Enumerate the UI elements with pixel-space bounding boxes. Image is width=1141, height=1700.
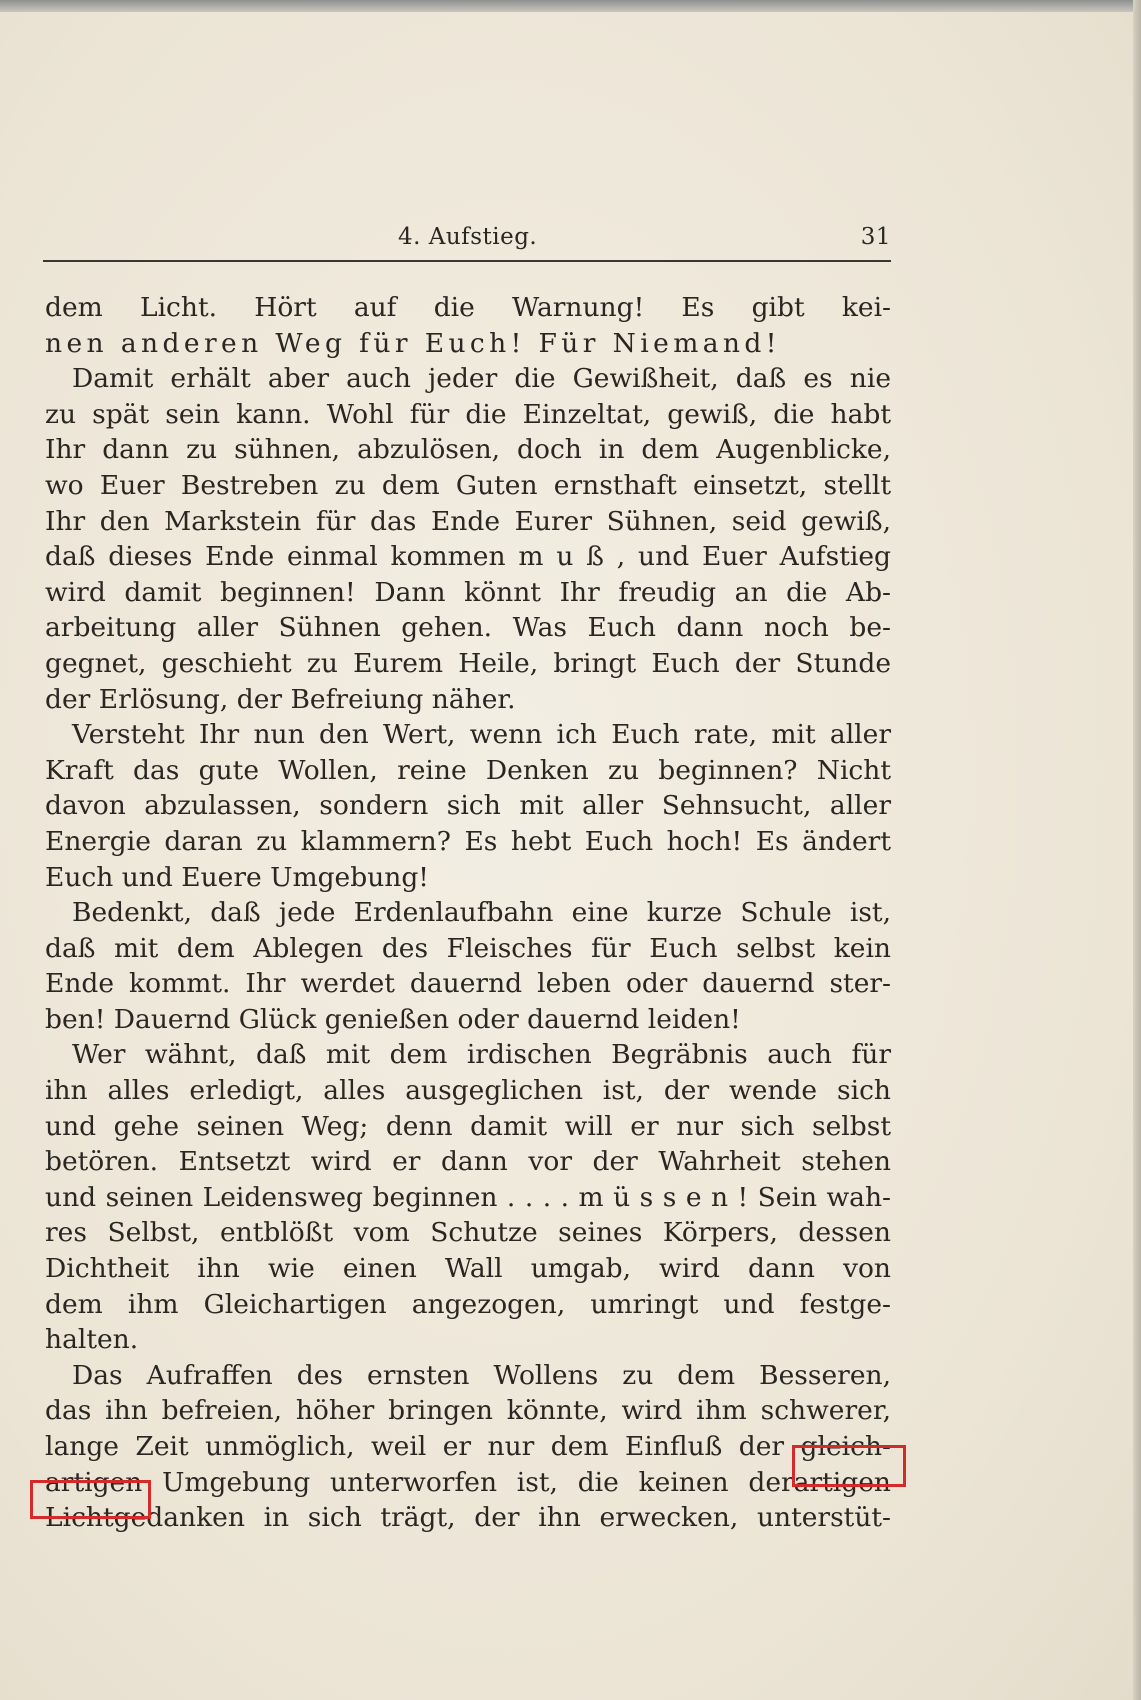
text-line: wird damit beginnen! Dann könnt Ihr freudig an die Ab- xyxy=(45,576,891,608)
scan-top-edge xyxy=(0,0,1141,12)
paragraph-3 xyxy=(45,717,891,895)
text-line: gegnet, geschieht zu Eurem Heile, bringt Euch der Stunde xyxy=(45,647,891,679)
text-line: Bedenkt, daß jede Erdenlaufbahn eine kurze Schule ist, xyxy=(72,897,891,929)
text-line: daß mit dem Ablegen des Fleisches für Euch selbst kein xyxy=(45,932,891,964)
text-line: wo Euer Bestreben zu dem Guten ernsthaft einsetzt, stellt xyxy=(45,469,891,501)
text-line: dem Licht. Hört auf die Warnung! Es gibt kei- xyxy=(45,292,891,323)
text-line: Wer wähnt, daß mit dem irdischen Begräbnis auch für xyxy=(72,1039,891,1071)
text-line: und seinen Leidensweg beginnen . . . . m ü s s e n ! Sein wah- xyxy=(45,1181,891,1213)
text-line: nen anderen Weg für Euch! Für Niemand! xyxy=(45,327,781,359)
text-line: Ihr den Markstein für das Ende Eurer Sühnen, seid gewiß, xyxy=(45,505,891,537)
text-line: halten. xyxy=(45,1324,139,1356)
scan-right-edge xyxy=(1133,0,1141,1700)
text-line: das ihn befreien, höher bringen könnte, wird ihm schwerer, xyxy=(45,1395,891,1427)
text-line: artigen Umgebung unterworfen ist, die keinen derartigen xyxy=(45,1466,891,1498)
text-line: betören. Entsetzt wird er dann vor der Wahrheit stehen xyxy=(45,1146,891,1178)
text-line: ben! Dauernd Glück genießen oder dauernd leiden! xyxy=(45,1003,741,1035)
page-number: 31 xyxy=(860,224,891,250)
paragraph-6 xyxy=(45,1358,891,1536)
chapter-title: 4. Aufstieg. xyxy=(398,224,538,250)
text-line: Kraft das gute Wollen, reine Denken zu beginnen? Nicht xyxy=(45,754,891,786)
text-line: der Erlösung, der Befreiung näher. xyxy=(45,683,516,715)
paragraph-1 xyxy=(45,290,891,361)
text-line: Euch und Euere Umgebung! xyxy=(45,861,429,893)
text-line: und gehe seinen Weg; denn damit will er nur sich selbst xyxy=(45,1110,891,1142)
text-line: davon abzulassen, sondern sich mit aller Sehnsucht, aller xyxy=(45,790,891,822)
body-text xyxy=(45,290,891,1536)
text-line: dem ihm Gleichartigen angezogen, umringt und festge- xyxy=(45,1288,891,1320)
text-line: Lichtgedanken in sich trägt, der ihn erwecken, unterstüt- xyxy=(45,1502,891,1534)
paragraph-5 xyxy=(45,1037,891,1357)
running-header xyxy=(43,224,891,258)
text-line: lange Zeit unmöglich, weil er nur dem Einfluß der gleich- xyxy=(45,1431,891,1462)
highlight-box-gleich xyxy=(792,1445,906,1487)
text-line: Dichtheit ihn wie einen Wall umgab, wird dann von xyxy=(45,1253,891,1285)
text-line: Versteht Ihr nun den Wert, wenn ich Euch rate, mit aller xyxy=(72,719,891,751)
text-line: Energie daran zu klammern? Es hebt Euch hoch! Es ändert xyxy=(45,825,891,857)
highlight-box-artigen xyxy=(30,1480,151,1519)
paragraph-4 xyxy=(45,895,891,1037)
text-line: res Selbst, entblößt vom Schutze seines Körpers, dessen xyxy=(45,1217,891,1249)
text-line: Ende kommt. Ihr werdet dauernd leben oder dauernd ster- xyxy=(45,968,891,1000)
text-line: zu spät sein kann. Wohl für die Einzeltat, gewiß, die habt xyxy=(45,398,891,430)
text-line: ihn alles erledigt, alles ausgeglichen ist, der wende sich xyxy=(45,1075,891,1107)
paragraph-2 xyxy=(45,361,891,717)
text-line: Damit erhält aber auch jeder die Gewißheit, daß es nie xyxy=(72,363,891,395)
text-line: Das Aufraffen des ernsten Wollens zu dem Besseren, xyxy=(72,1359,891,1391)
header-rule xyxy=(43,260,891,262)
text-line: Ihr dann zu sühnen, abzulösen, doch in dem Augenblicke, xyxy=(45,434,891,466)
text-line: arbeitung aller Sühnen gehen. Was Euch dann noch be- xyxy=(45,612,891,644)
text-line: daß dieses Ende einmal kommen m u ß , und Euer Aufstieg xyxy=(45,541,891,573)
